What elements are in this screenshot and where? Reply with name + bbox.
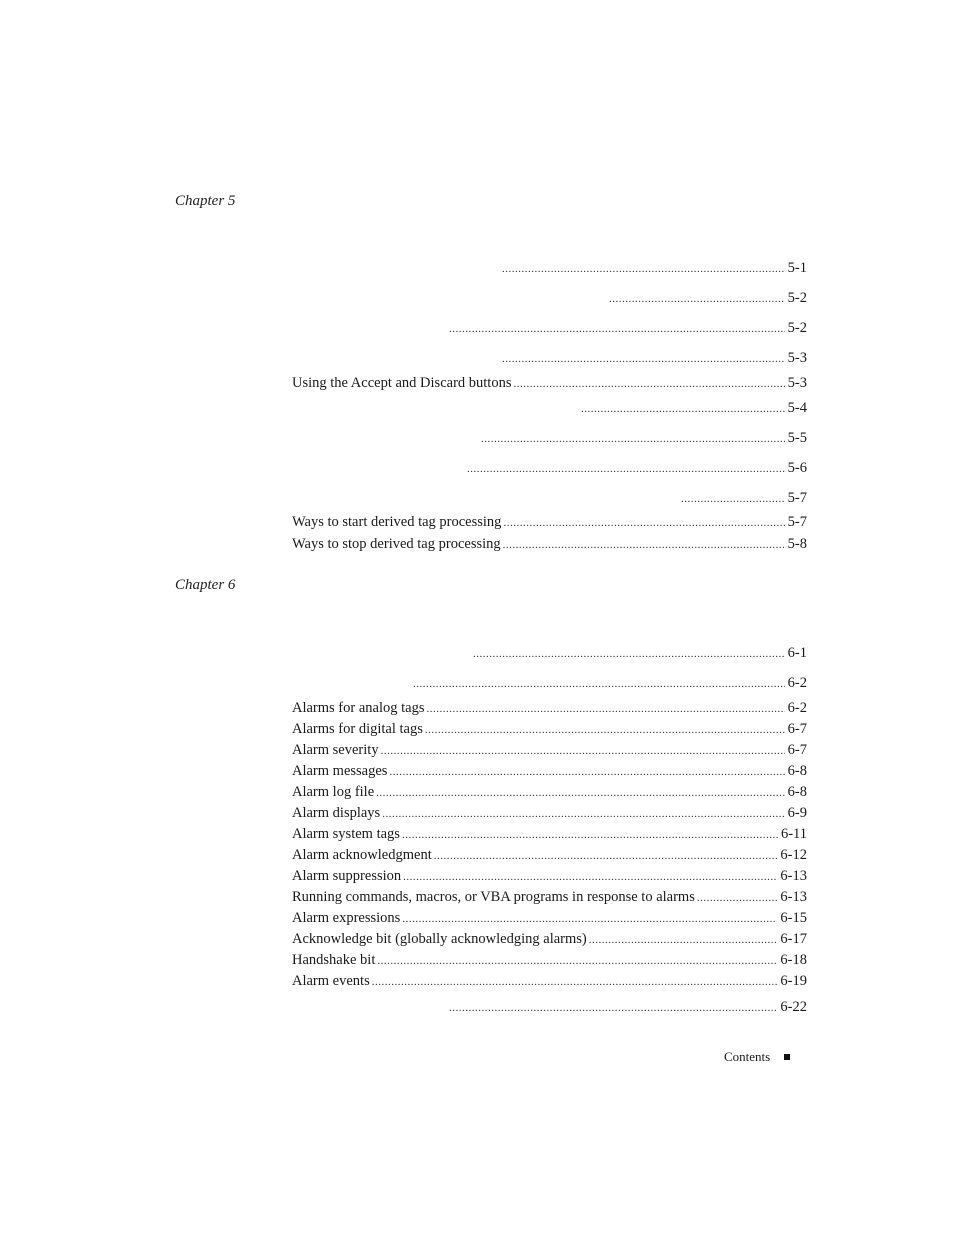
toc-entry-page: 5-7: [787, 514, 807, 530]
toc-entry[interactable]: [292, 866, 807, 886]
dot-leader: [697, 888, 778, 908]
toc-entry[interactable]: [292, 740, 807, 760]
toc-entry-title: Alarm acknowledgment: [292, 847, 432, 863]
toc-entry-title: Alarm displays: [292, 805, 381, 821]
toc-entry-page: 6-8: [787, 763, 807, 779]
toc-entry-page: 6-15: [780, 910, 807, 926]
toc-entry-page: 5-4: [787, 400, 807, 416]
toc-entry-page: 5-3: [787, 375, 807, 391]
toc-entry[interactable]: [292, 971, 807, 991]
toc-entry-page: 6-11: [780, 826, 807, 842]
toc-entry-title: Alarm severity: [292, 742, 379, 758]
footer-square-marker: [784, 1054, 790, 1060]
toc-entry-title: Alarm suppression: [292, 868, 402, 884]
toc-entry-page: 6-18: [780, 952, 807, 968]
toc-entry[interactable]: [292, 398, 807, 418]
dot-leader: [609, 289, 785, 309]
toc-entry-title: Ways to stop derived tag processing: [292, 536, 501, 552]
toc-entry-page: 5-3: [787, 350, 807, 366]
toc-entry-page: 6-9: [787, 805, 807, 821]
chapter-label: Chapter 5: [175, 193, 236, 209]
toc-entry[interactable]: [292, 997, 807, 1017]
toc-entry[interactable]: [292, 458, 807, 478]
dot-leader: [589, 930, 778, 950]
toc-entry-page: 6-19: [780, 973, 807, 989]
dot-leader: [425, 720, 785, 740]
chapter-label: Chapter 6: [175, 577, 236, 593]
toc-entry[interactable]: [292, 761, 807, 781]
toc-entry[interactable]: [292, 673, 807, 693]
dot-leader: [382, 804, 784, 824]
toc-entry[interactable]: [292, 534, 807, 554]
dot-leader: [426, 699, 784, 719]
dot-leader: [481, 429, 785, 449]
toc-entry-page: 6-13: [780, 889, 807, 905]
toc-entry[interactable]: [292, 845, 807, 865]
toc-entry[interactable]: [292, 348, 807, 368]
toc-entry-page: 6-13: [780, 868, 807, 884]
toc-entry-page: 6-22: [780, 999, 807, 1015]
toc-entry-title: Alarm expressions: [292, 910, 401, 926]
toc-entry-page: 5-2: [787, 290, 807, 306]
toc-entry-page: 5-5: [787, 430, 807, 446]
toc-entry[interactable]: [292, 373, 807, 393]
toc-entry-title: Ways to start derived tag processing: [292, 514, 502, 530]
toc-entry-title: Alarm system tags: [292, 826, 400, 842]
dot-leader: [513, 374, 784, 394]
toc-entry[interactable]: [292, 908, 807, 928]
toc-entry[interactable]: [292, 258, 807, 278]
toc-entry-title: Alarm events: [292, 973, 370, 989]
toc-entry[interactable]: [292, 887, 807, 907]
toc-entry[interactable]: [292, 288, 807, 308]
toc-entry-title: Running commands, macros, or VBA programs in response to alarms: [292, 889, 695, 905]
toc-entry[interactable]: [292, 318, 807, 338]
toc-entry-page: 6-2: [787, 700, 807, 716]
toc-entry-page: 6-2: [787, 675, 807, 691]
dot-leader: [503, 535, 785, 555]
dot-leader: [377, 951, 777, 971]
dot-leader: [449, 319, 785, 339]
toc-entry[interactable]: [292, 803, 807, 823]
toc-entry-page: 6-7: [787, 742, 807, 758]
dot-leader: [402, 825, 778, 845]
dot-leader: [581, 399, 785, 419]
toc-entry-title: Alarms for digital tags: [292, 721, 423, 737]
toc-entry-page: 5-8: [787, 536, 807, 552]
toc-entry[interactable]: [292, 950, 807, 970]
dot-leader: [389, 762, 784, 782]
toc-entry-title: Alarm log file: [292, 784, 375, 800]
toc-entry-page: 5-1: [787, 260, 807, 276]
toc-entry[interactable]: [292, 488, 807, 508]
dot-leader: [376, 783, 785, 803]
toc-entry[interactable]: [292, 719, 807, 739]
toc-entry[interactable]: [292, 929, 807, 949]
dot-leader: [372, 972, 778, 992]
dot-leader: [434, 846, 778, 866]
page-footer: [724, 1049, 790, 1065]
dot-leader: [502, 259, 785, 279]
dot-leader: [503, 513, 784, 533]
toc-entry[interactable]: [292, 512, 807, 532]
toc-entry-title: Alarms for analog tags: [292, 700, 425, 716]
toc-entry-page: 6-8: [787, 784, 807, 800]
toc-entry-page: 5-2: [787, 320, 807, 336]
toc-entry-page: 6-12: [780, 847, 807, 863]
dot-leader: [402, 909, 777, 929]
dot-leader: [467, 459, 785, 479]
toc-entry[interactable]: [292, 698, 807, 718]
dot-leader: [381, 741, 785, 761]
dot-leader: [403, 867, 777, 887]
toc-entry-page: 6-17: [780, 931, 807, 947]
dot-leader: [449, 998, 777, 1018]
dot-leader: [681, 489, 785, 509]
toc-entry[interactable]: [292, 428, 807, 448]
dot-leader: [502, 349, 785, 369]
toc-entry-title: Handshake bit: [292, 952, 376, 968]
toc-entry-title: Using the Accept and Discard buttons: [292, 375, 512, 391]
toc-entry-page: 5-6: [787, 460, 807, 476]
toc-entry-title: Acknowledge bit (globally acknowledging alarms): [292, 931, 587, 947]
toc-entry-title: Alarm messages: [292, 763, 388, 779]
toc-entry-page: 6-1: [787, 645, 807, 661]
toc-entry-page: 5-7: [787, 490, 807, 506]
toc-entry[interactable]: [292, 782, 807, 802]
dot-leader: [413, 674, 785, 694]
footer-label: Contents: [724, 1049, 771, 1064]
toc-entry[interactable]: [292, 643, 807, 663]
toc-entry-page: 6-7: [787, 721, 807, 737]
dot-leader: [473, 644, 785, 664]
toc-entry[interactable]: [292, 824, 807, 844]
